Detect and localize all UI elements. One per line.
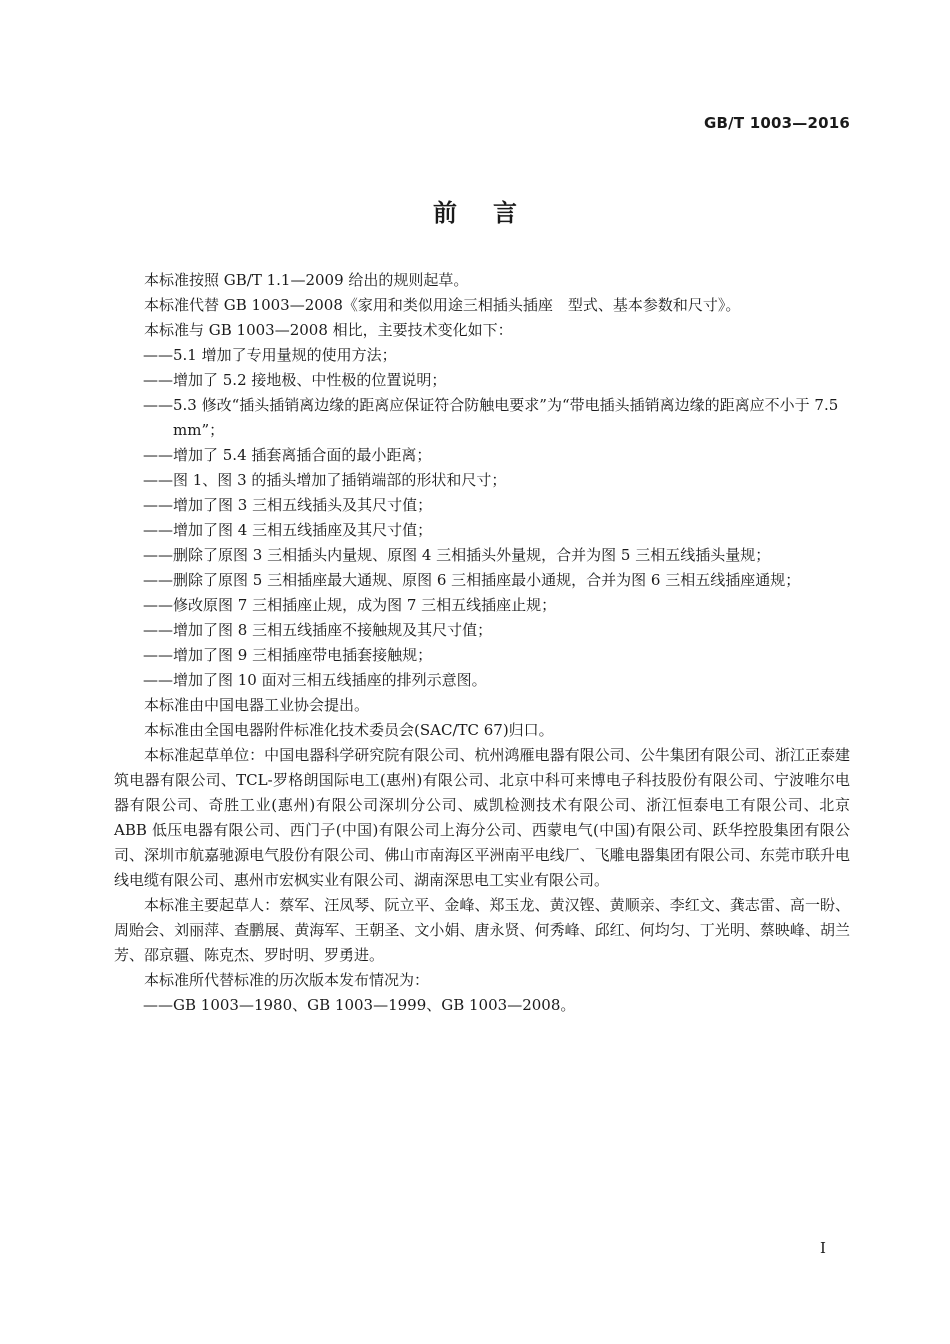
history-item: ——GB 1003—1980、GB 1003—1999、GB 1003—2008。 [143, 996, 576, 1014]
change-item: ——5.3 修改“插头插销离边缘的距离应保证符合防触电要求”为“带电插头插销离边缘的距离应不小于 7.5 mm”； [143, 396, 839, 439]
change-item: ——增加了图 10 面对三相五线插座的排列示意图。 [143, 671, 487, 689]
change-item: ——修改原图 7 三相插座止规，成为图 7 三相五线插座止规； [143, 596, 557, 614]
change-item: ——删除了原图 3 三相插头内量规、原图 4 三相插头外量规，合并为图 5 三相五线插头量规； [143, 546, 771, 564]
paragraph-proposed-by: 本标准由中国电器工业协会提出。 [144, 696, 370, 714]
paragraph-drafters: 本标准主要起草人：蔡军、汪凤琴、阮立平、金峰、郑玉龙、黄汉铿、黄顺亲、李红文、龚志雷、高一盼、周贻会、刘丽萍、查鹏展、黄海军、王朝圣、文小娟、唐永贤、何秀峰、邱红、何均匀、丁光明、蔡映峰、胡兰芳、邵京疆、陈克杰、罗时明、罗勇进。 [114, 896, 850, 964]
foreword-body [114, 268, 850, 1018]
paragraph-changes-intro: 本标准与 GB 1003—2008 相比，主要技术变化如下： [144, 321, 513, 339]
paragraph-history-intro: 本标准所代替标准的历次版本发布情况为： [144, 971, 430, 989]
change-item: ——增加了图 4 三相五线插座及其尺寸值； [143, 521, 433, 539]
page-number: I [820, 1239, 826, 1257]
paragraph-drafting-units: 本标准起草单位：中国电器科学研究院有限公司、杭州鸿雁电器有限公司、公牛集团有限公司、浙江正泰建筑电器有限公司、TCL-罗格朗国际电工(惠州)有限公司、北京中科可来博电子科技股份有限公司、宁波唯尔电器有限公司、奇胜工业(惠州)有限公司深圳分公司、威凯检测技术有限公司、浙江恒泰电工有限公司、北京 ABB 低压电器有限公司、西门子(中国)有限公司上海分公司、西蒙电气(中国)有限公司、跃华控股集团有限公司、深圳市航嘉驰源电气股份有限公司、佛山市南海区平洲南平电线厂、飞雕电器集团有限公司、东莞市联升电线电缆有限公司、惠州市宏枫实业有限公司、湖南深思电工实业有限公司。 [114, 746, 850, 889]
paragraph-replaces: 本标准代替 GB 1003—2008《家用和类似用途三相插头插座 型式、基本参数和尺寸》。 [144, 296, 741, 314]
change-item: ——5.1 增加了专用量规的使用方法； [143, 346, 397, 364]
change-item: ——删除了原图 5 三相插座最大通规、原图 6 三相插座最小通规，合并为图 6 三相五线插座通规； [143, 571, 801, 589]
page-title: 前言 [433, 199, 553, 227]
change-item: ——图 1、图 3 的插头增加了插销端部的形状和尺寸； [143, 471, 507, 489]
change-item: ——增加了图 8 三相五线插座不接触规及其尺寸值； [143, 621, 493, 639]
change-item: ——增加了 5.2 接地极、中性极的位置说明； [143, 371, 447, 389]
change-item: ——增加了图 3 三相五线插头及其尺寸值； [143, 496, 433, 514]
paragraph-technical-committee: 本标准由全国电器附件标准化技术委员会(SAC/TC 67)归口。 [144, 721, 554, 739]
standard-number: GB/T 1003—2016 [704, 114, 850, 132]
paragraph-drafting-rules: 本标准按照 GB/T 1.1—2009 给出的规则起草。 [144, 271, 469, 289]
change-item: ——增加了 5.4 插套离插合面的最小距离； [143, 446, 432, 464]
change-item: ——增加了图 9 三相插座带电插套接触规； [143, 646, 433, 664]
